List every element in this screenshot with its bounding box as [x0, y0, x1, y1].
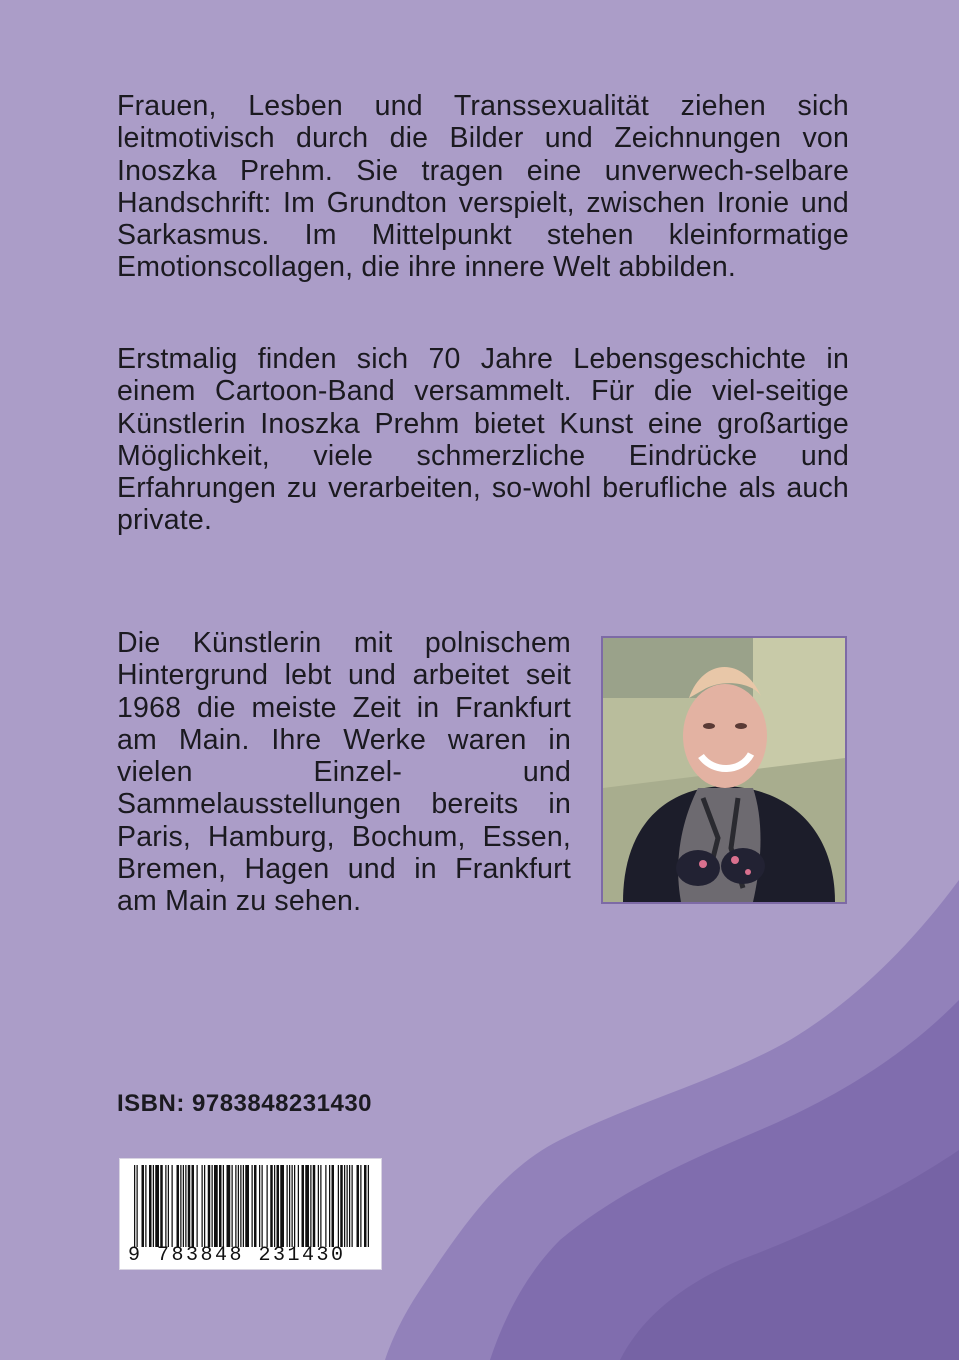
barcode-bar [155, 1165, 159, 1247]
barcode-digits: 9 783848 231430 [128, 1244, 346, 1267]
barcode-bar [302, 1165, 305, 1247]
intro-paragraph: Frauen, Lesben und Transsexualität ziehen sich leitmotivisch durch die Bilder und Zeichnungen von Inoszka Prehm. Sie tragen eine unverwech-selbare Handschrift: Im Grundton verspielt, zwischen Ironie und Sarkasmus. Im Mittelpunkt stehen kleinformatige Emotionscollagen, die ihre innere Welt abbilden. [117, 90, 849, 284]
author-photo [601, 636, 847, 904]
barcode-bar [298, 1165, 299, 1247]
barcode-bar [294, 1165, 295, 1247]
barcode-bar [349, 1165, 350, 1247]
barcode-bar [160, 1165, 163, 1247]
barcode-bar [177, 1165, 180, 1247]
barcode-bar [252, 1165, 253, 1247]
barcode-bar [245, 1165, 249, 1247]
barcode-bar [360, 1165, 361, 1247]
barcode-bar [280, 1165, 284, 1247]
barcode-bar [240, 1165, 241, 1247]
barcode-bar [320, 1165, 321, 1247]
barcode-bar [243, 1165, 244, 1247]
barcode-bar [347, 1165, 348, 1247]
barcode-bar [340, 1165, 343, 1247]
barcode-bar [223, 1165, 224, 1247]
barcode-bar [267, 1165, 268, 1247]
barcode-bar [168, 1165, 169, 1247]
barcode-bar [172, 1165, 173, 1247]
barcode-bar [238, 1165, 239, 1247]
barcode-bar [235, 1165, 236, 1247]
barcode-bars [130, 1165, 373, 1247]
barcode-bar [227, 1165, 231, 1247]
barcode-bar [364, 1165, 367, 1247]
barcode-bar [219, 1165, 222, 1247]
barcode-bar [262, 1165, 263, 1247]
barcode-bar [274, 1165, 275, 1247]
barcode-bar [188, 1165, 191, 1247]
biography-paragraph: Die Künstlerin mit polnischem Hintergrund lebt und arbeitet seit 1968 die meiste Zeit in Frankfurt am Main. Ihre Werke waren in vielen Einzel- und Sammelausstellungen bereits in Paris, Hamburg, Bochum, Essen, Bremen, Hagen und in Frankfurt am Main zu sehen. [117, 627, 571, 918]
barcode-bar [145, 1165, 146, 1247]
barcode-bar [192, 1165, 195, 1247]
barcode-bar [310, 1165, 311, 1247]
barcode-bar [368, 1165, 369, 1247]
barcode-bar [325, 1165, 326, 1247]
barcode-bar [204, 1165, 205, 1247]
barcode-bar [197, 1165, 198, 1247]
barcode-bar [214, 1165, 218, 1247]
barcode-bar [344, 1165, 345, 1247]
barcode-bar [313, 1165, 316, 1247]
barcode-bar [202, 1165, 203, 1247]
barcode-bar [277, 1165, 280, 1247]
barcode-bar [208, 1165, 211, 1247]
barcode-bar [357, 1165, 360, 1247]
barcode [119, 1158, 382, 1270]
barcode-bar [287, 1165, 288, 1247]
barcode-bar [254, 1165, 257, 1247]
barcode-bar [134, 1165, 135, 1247]
barcode-bar [153, 1165, 154, 1247]
barcode-bar [165, 1165, 166, 1247]
barcode-bar [137, 1165, 138, 1247]
barcode-bar [338, 1165, 339, 1247]
barcode-bar [292, 1165, 293, 1247]
barcode-bar [352, 1165, 353, 1247]
barcode-bar [142, 1165, 145, 1247]
isbn-label: ISBN: 9783848231430 [117, 1090, 373, 1117]
barcode-bar [180, 1165, 181, 1247]
barcode-bar [259, 1165, 260, 1247]
barcode-bar [270, 1165, 273, 1247]
barcode-bar [183, 1165, 184, 1247]
barcode-bar [232, 1165, 233, 1247]
description-paragraph: Erstmalig finden sich 70 Jahre Lebensgeschichte in einem Cartoon-Band versammelt. Für die viel-seitige Künstlerin Inoszka Prehm bietet Kunst eine großartige Möglichkeit, viele schmerzliche Eindrücke und Erfahrungen zu verarbeiten, so-wohl berufliche als auch private. [117, 343, 849, 537]
barcode-bar [318, 1165, 319, 1247]
barcode-bar [305, 1165, 309, 1247]
barcode-bar [289, 1165, 290, 1247]
barcode-bar [329, 1165, 330, 1247]
barcode-bar [149, 1165, 152, 1247]
barcode-bar [212, 1165, 213, 1247]
barcode-bar [332, 1165, 335, 1247]
barcode-bar [185, 1165, 186, 1247]
